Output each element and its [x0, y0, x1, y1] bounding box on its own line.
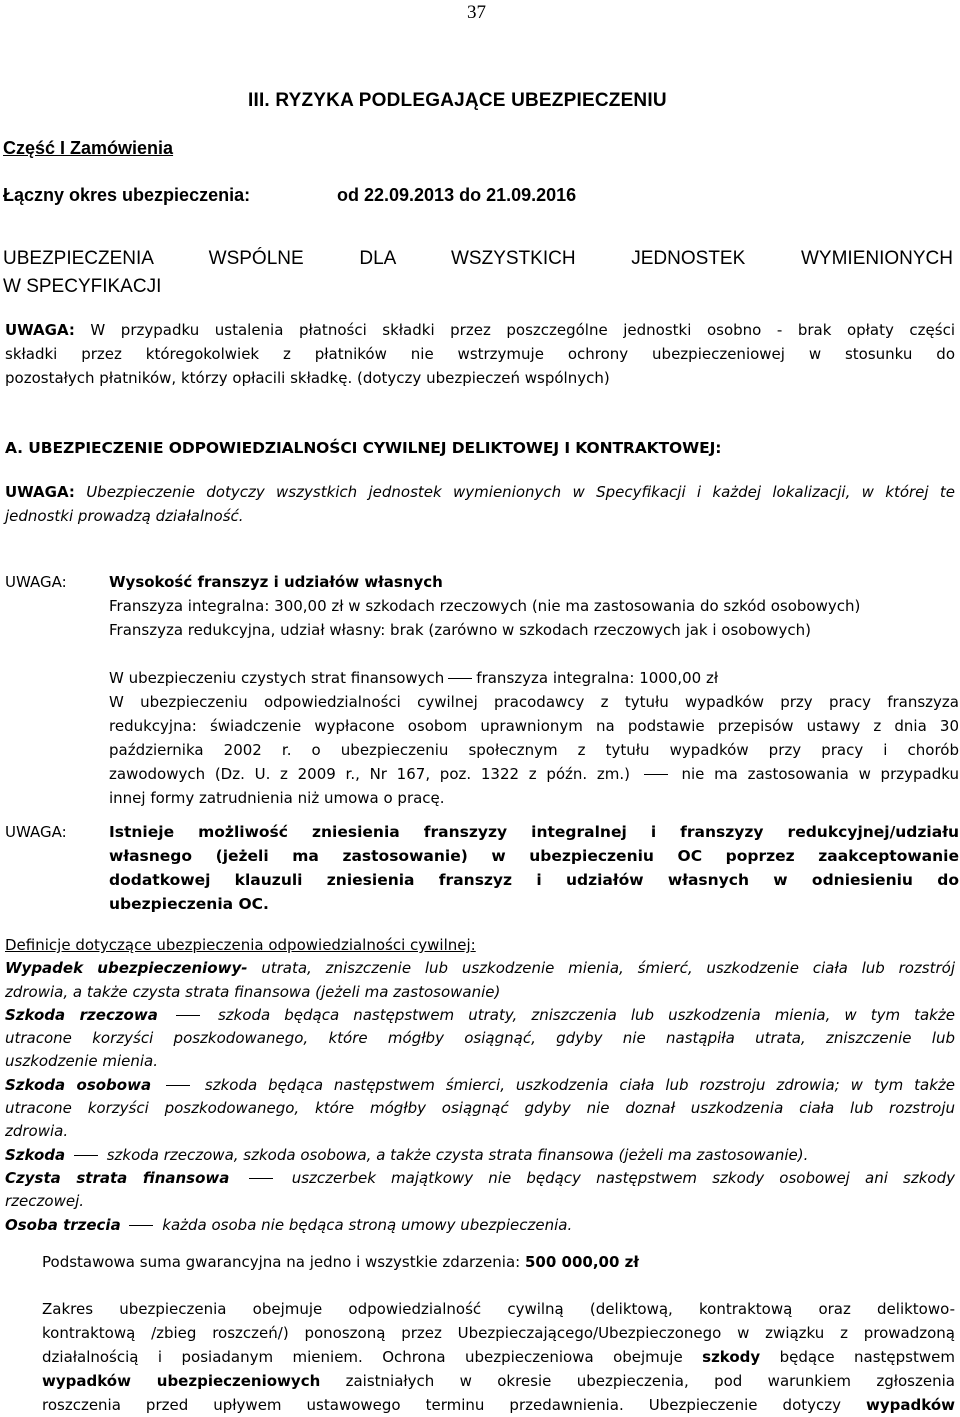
sum-insured	[42, 1250, 942, 1274]
note-text: innej formy zatrudnienia niż umowa o pracę.	[109, 789, 445, 807]
note-text: pozostałych płatników, którzy opłacili składkę. (dotyczy ubezpieczeń wspólnych)	[5, 369, 610, 387]
note-text: października 2002 r. o ubezpieczeniu społecznym z tytułu wypadków przy pracy i chorób	[109, 741, 959, 759]
note-text: redukcyjna: świadczenie wypłacone osobom uprawnionym na podstawie przepisów ustawy z dnia 30	[109, 717, 959, 735]
term-pure-financial-loss: Czysta strata finansowa	[5, 1168, 230, 1187]
definition-text: zdrowia.	[5, 1122, 69, 1141]
definition-text: każda osoba nie będąca stroną umowy ubezpieczenia.	[162, 1215, 573, 1234]
scope-of-insurance	[42, 1297, 955, 1417]
note-label: UWAGA:	[5, 483, 75, 501]
scope-text: działalnością i posiadanym mieniem. Ochrona ubezpieczeniowa obejmuje	[42, 1348, 683, 1366]
sum-insured-value: 500 000,00 zł	[524, 1253, 639, 1271]
term-third-party: Osoba trzecia	[5, 1215, 121, 1234]
term-damage: Szkoda	[5, 1145, 66, 1164]
definition-text: zdrowia, a także czysta strata finansowa (jeżeli ma zastosowanie)	[5, 982, 501, 1001]
note-text: W przypadku ustalenia płatności składki przez poszczególne jednostki osobno - brak opłaty części	[90, 321, 955, 339]
term-accident: Wypadek ubezpieczeniowy-	[5, 959, 248, 978]
note-text: Istnieje możliwość zniesienia franszyzy integralnej i franszyzy redukcyjnej/udziału	[109, 823, 959, 841]
note-text: Franszyza redukcyjna, udział własny: brak (zarówno w szkodach rzeczowych jak i osobowych)	[109, 621, 811, 639]
note-text: jednostki prowadzą działalność.	[5, 507, 244, 525]
definition-text: uszczerbek majątkowy nie będący następstwem szkody osobowej ani szkody	[291, 1168, 955, 1187]
scope-text: zaistniałych w okresie ubezpieczenia, pod warunkiem zgłoszenia	[345, 1372, 955, 1390]
definition-text: utrata, zniszczenie lub uszkodzenie mienia, śmierć, uszkodzenie ciała lub rozstrój	[261, 959, 955, 978]
section-heading: III. RYZYKA PODLEGAJĄCE UBEZPIECZENIU	[248, 90, 667, 111]
scope-text: kontraktową /zbieg roszczeń/) ponoszoną przez Ubezpieczającego/Ubezpieczonego w związku z prowadzoną	[42, 1324, 955, 1342]
deductibles-title: Wysokość franszyz i udziałów własnych	[109, 573, 443, 591]
note-deductibles	[5, 570, 959, 807]
scope-text: wypadków	[866, 1396, 955, 1414]
scope-text: Zakres ubezpieczenia obejmuje odpowiedzialność cywilną (deliktową, kontraktową oraz deliktowo-	[42, 1300, 955, 1318]
note-text: W ubezpieczeniu czystych strat finansowych	[109, 669, 445, 687]
definition-text: rzeczowej.	[5, 1192, 84, 1211]
definition-text: szkoda będąca następstwem śmierci, uszkodzenia ciała lub rozstroju zdrowia; w tym także	[204, 1075, 955, 1094]
note-premium-payment	[5, 318, 955, 390]
note-label: UWAGA:	[5, 321, 75, 339]
definitions	[5, 934, 955, 1237]
sum-insured-label: Podstawowa suma gwarancyjna na jedno i wszystkie zdarzenia:	[42, 1253, 521, 1271]
note-text: Franszyza integralna: 300,00 zł w szkodach rzeczowych (nie ma zastosowania do szkód osobowych)	[109, 597, 861, 615]
insurance-period	[3, 185, 763, 206]
note-text: franszyza integralna: 1000,00 zł	[476, 669, 719, 687]
part-label: Część I Zamówienia	[3, 138, 174, 158]
note-label: UWAGA:	[5, 573, 67, 591]
definitions-heading: Definicje dotyczące ubezpieczenia odpowiedzialności cywilnej:	[5, 936, 476, 954]
note-text: ubezpieczenia OC.	[109, 895, 269, 913]
note-text: własnego (jeżeli ma zastosowanie) w ubezpieczeniu OC poprzez zaakceptowanie	[109, 847, 959, 865]
common-insurance-heading: UBEZPIECZENIA WSPÓLNE DLA WSZYSTKICH JEDNOSTEK WYMIENIONYCH	[3, 248, 953, 269]
definition-text: szkoda rzeczowa, szkoda osobowa, a także czysta strata finansowa (jeżeli ma zastosowanie).	[106, 1145, 809, 1164]
scope-text: będące następstwem	[779, 1348, 955, 1366]
section-a-title: A. UBEZPIECZENIE ODPOWIEDZIALNOŚCI CYWILNEJ DELIKTOWEJ I KONTRAKTOWEJ:	[5, 439, 722, 457]
term-personal-injury: Szkoda osobowa	[5, 1075, 152, 1094]
term-property-damage: Szkoda rzeczowa	[5, 1005, 158, 1024]
scope-text: szkody	[702, 1348, 761, 1366]
period-value: od 22.09.2013 do 21.09.2016	[337, 185, 577, 205]
definition-text: utracone korzyści poszkodowanego, które mógłby osiągnąć gdyby nie doznał uszkodzenia ciała lub rozstroju	[5, 1099, 955, 1118]
note-text: nie ma zastosowania w przypadku	[681, 765, 959, 783]
common-insurance-heading-line2: W SPECYFIKACJI	[3, 276, 162, 297]
note-scope-units	[5, 480, 955, 528]
note-text: składki przez któregokolwiek z płatników nie wstrzymuje ochrony ubezpieczeniowej w stosunku do	[5, 345, 955, 363]
note-text: W ubezpieczeniu odpowiedzialności cywilnej pracodawcy z tytułu wypadków przy pracy franszyza	[109, 693, 959, 711]
note-label: UWAGA:	[5, 823, 67, 841]
note-text: dodatkowej klauzuli zniesienia franszyz i udziałów własnych w odniesieniu do	[109, 871, 959, 889]
scope-text: roszczenia przed upływem ustawowego terminu przedawnienia. Ubezpieczenie dotyczy	[42, 1396, 841, 1414]
definition-text: utracone korzyści poszkodowanego, które mógłby osiągnąć, gdyby nie nastąpiła utrata, zniszczenie lub	[5, 1029, 955, 1048]
note-text: zawodowych (Dz. U. z 2009 r., Nr 167, poz. 1322 z późn. zm.)	[109, 765, 631, 783]
page-number: 37	[467, 2, 486, 23]
scope-text: wypadków ubezpieczeniowych	[42, 1372, 321, 1390]
definition-text: szkoda będąca następstwem utraty, zniszczenia lub uszkodzenia mienia, w tym także	[217, 1005, 955, 1024]
note-text: Ubezpieczenie dotyczy wszystkich jednostek wymienionych w Specyfikacji i każdej lokalizacji, w której te	[86, 483, 955, 501]
period-label: Łączny okres ubezpieczenia:	[3, 185, 251, 205]
definition-text: uszkodzenie mienia.	[5, 1052, 158, 1071]
note-deductible-waiver	[5, 820, 959, 916]
